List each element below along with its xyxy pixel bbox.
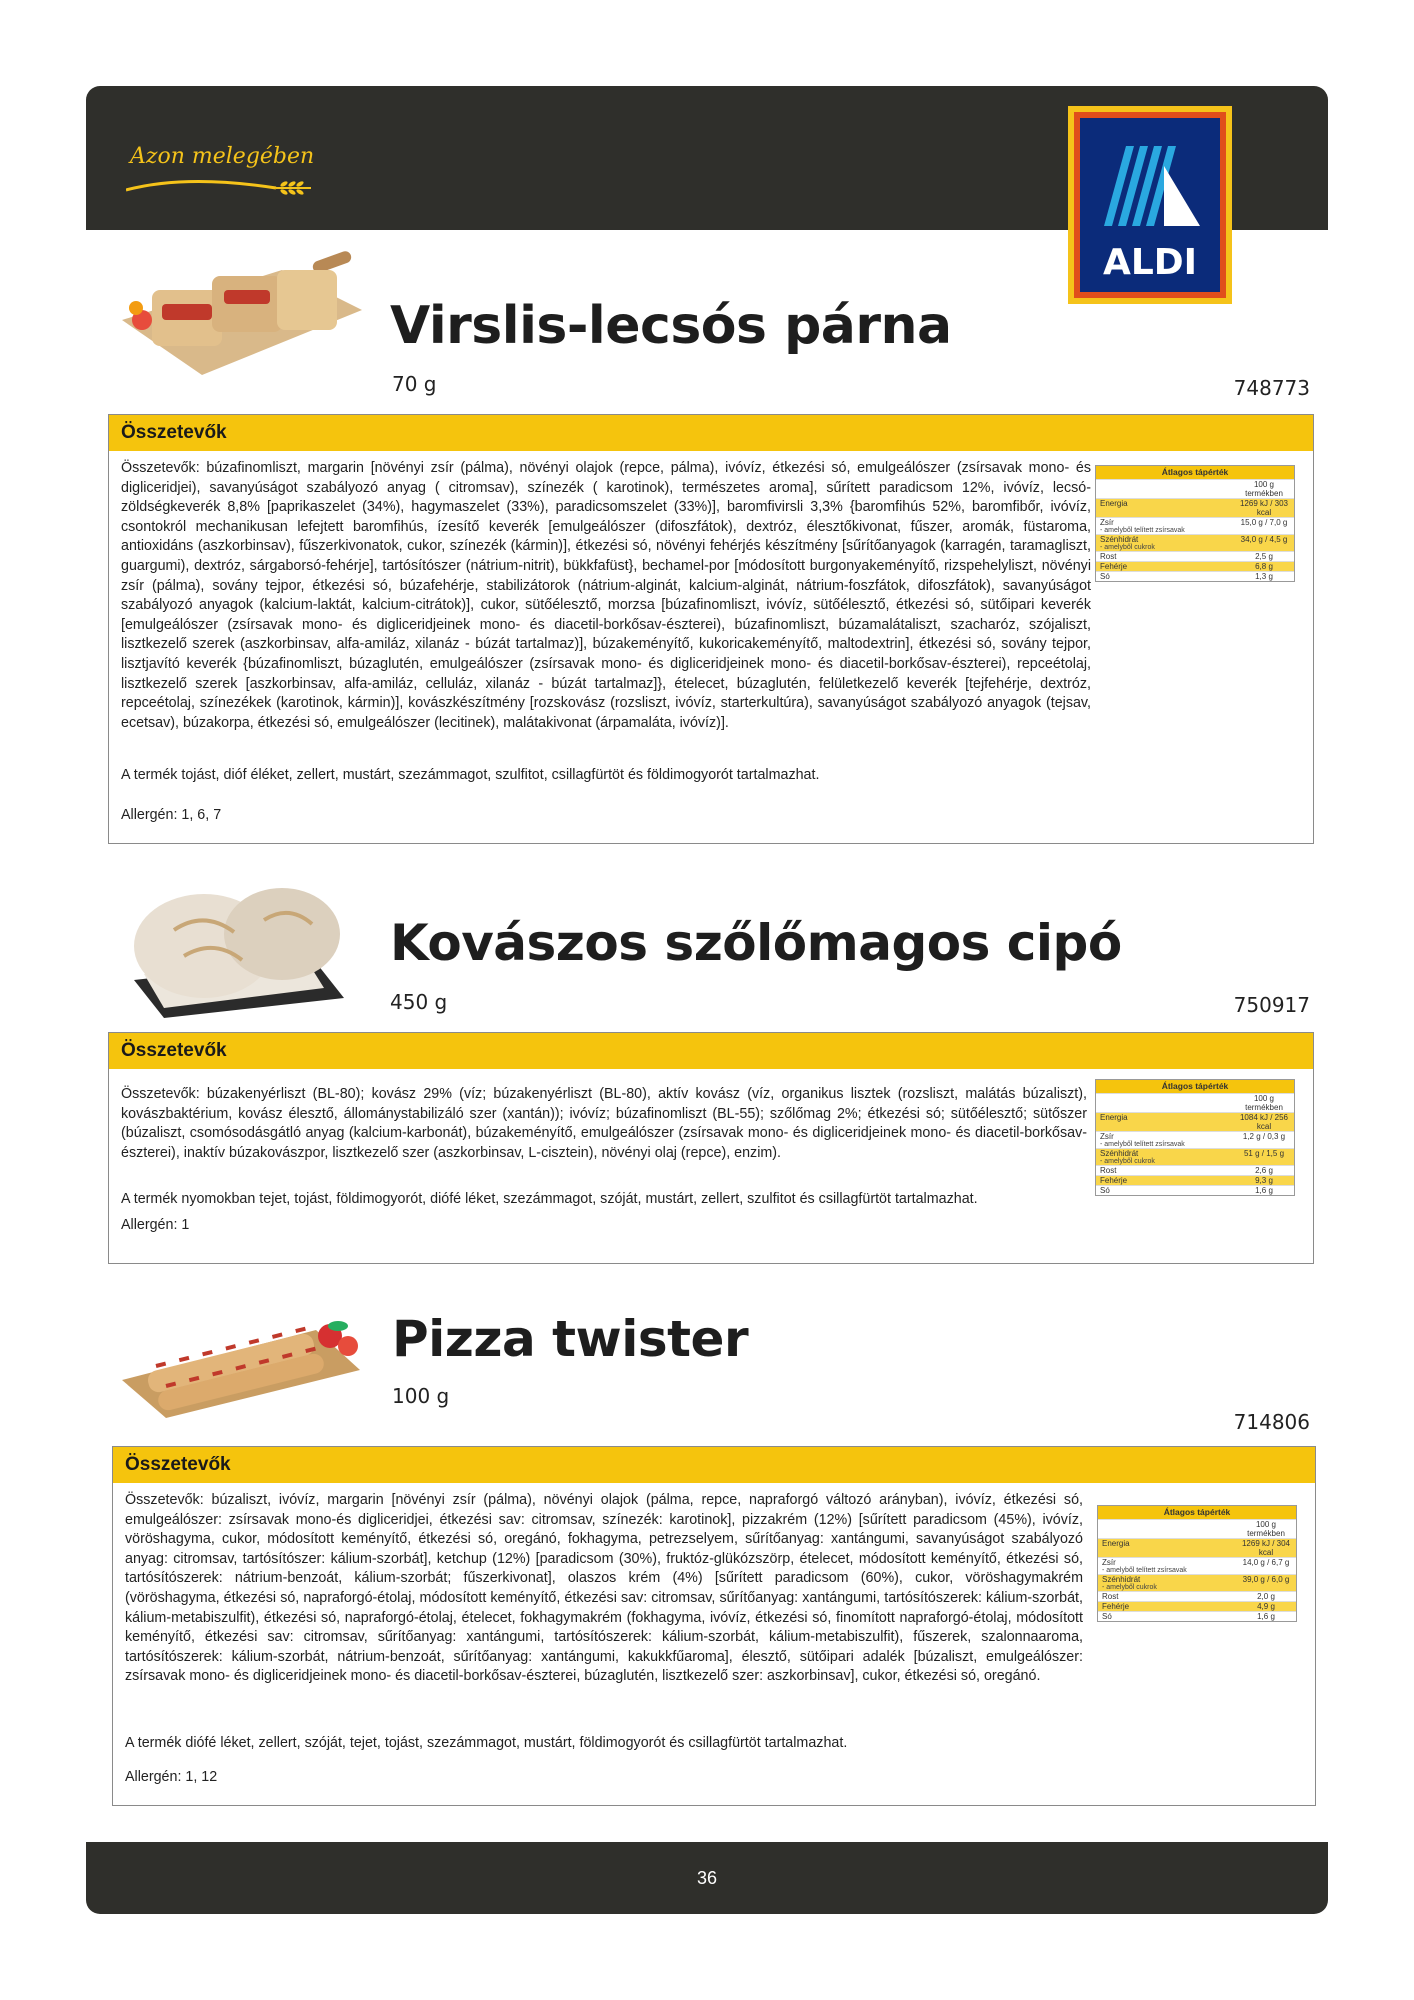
ingredients-box <box>108 1032 1314 1264</box>
nutrition-title: Átlagos tápérték <box>1096 1080 1294 1093</box>
allergen-text: Allergén: 1 <box>121 1217 190 1233</box>
ingredients-heading: Összetevők <box>113 1447 1315 1483</box>
ingredients-text: Összetevők: búzafinomliszt, margarin [növényi zsír (pálma), növényi olajok (repce, pálma), ivóvíz, étkezési só, emulgeálószer (zsírsavak mono- és digliceridjei), savanyúságot szabályozó anyag ( citromsav), színezék ( karotinok), természetes aroma], sűrített paradicsom 12%, ivóvíz, lecsó-zöldségkeverék 8,8% [paprikaszelet (34%), hagymaszelet (33%), paradicsomszelet (33%)], baromfivirsli 3,3% {baromfihús 52%, baromfibőr, ivóvíz, csontokról mechanikusan lefejtett baromfihús, ízesítő keverék [emulgeálószer (difoszfátok), dextróz, élesztőkivonat, fűszer, aromák, füstaroma, antioxidáns (aszkorbinsav), fűszerkivonatok, cukor, színezék (kármin)], étkezési só, növényi fehérjés készítmény [sűrítőanyagok (karragén, taramagliszt, guargumi), dextróz, sárgaborsó-fehérje], tartósítószer (nátrium-nitrit), bükkfafüst}, bechamel-por [módosított burgonyakeményítő, rizspehelyliszt, növényi zsír (pálma), sovány tejpor, étkezési só, búzafehérje, stabilizátorok (nátrium-alginát, kalcium-alginát, nátrium-foszfátok, difoszfátok), savanyúságot szabályozó anyagok (kalcium-laktát, kalcium-citrátok)], cukor, sütőélesztő, morzsa [búzafinomliszt, ivóvíz, sütőélesztő, étkezési só, sütőipari keverék [emulgeálószer (zsírsavak mono- és digliceridjeinek mono- és diacetil-borkősav-észterei), búzafinomliszt, búzamalátaliszt, szacharóz, szójaliszt, lisztkezelő szerek (aszkorbinsav, alfa-amiláz, xilanáz - búzát tartalmaz)], búzakeményítő, kukoricakeményítő, maltodextrin], étkezési só, sovány tejpor, lisztjavító keverék {búzafinomliszt, búzaglutén, emulgeálószer (zsírsavak mono- és digliceridjeinek mono- és diacetil-borkősav-észterei), repceétolaj, lisztkezelő szerek [aszkorbinsav, alfa-amiláz, celluláz, xilanáz - búzát tartalmaz]}, ételecet, búzaglutén, felületkezelő keverék [tejfehérje, dextróz, repceétolaj, színezékek (karotinok, kármin)], kovászkészítmény [rozskovász (rozsliszt, ivóvíz, starterkultúra), savanyúságot szabályozó anyagok (tejsav, ecetsav), búzakorpa, étkezési só, emulgeálószer (lecitinek), malátakivonat (árpamaláta, ivóvíz)]. <box>121 460 1091 731</box>
product-weight: 100 g <box>392 1384 450 1408</box>
ingredients-heading: Összetevők <box>109 415 1313 451</box>
ingredients-box <box>112 1446 1316 1806</box>
ingredients-heading: Összetevők <box>109 1033 1313 1069</box>
may-contain-text: A termék nyomokban tejet, tojást, földimogyorót, diófé léket, szezámmagot, szóját, mustárt, zellert, szulfitot és csillagfürtöt tartalmazhat. <box>121 1191 978 1207</box>
nutrition-per: 100 g termékben <box>1098 1519 1296 1538</box>
nutrition-table <box>1095 465 1295 582</box>
may-contain-text: A termék tojást, dióf éléket, zellert, mustárt, szezámmagot, szulfitot, csillagfürtöt és földimogyorót tartalmazhat. <box>121 767 820 783</box>
nutrition-row: Fehérje 4,9 g <box>1098 1601 1296 1611</box>
page-number: 36 <box>696 1868 718 1888</box>
nutrition-title: Átlagos tápérték <box>1096 466 1294 479</box>
nutrition-row: Energia 1269 kJ / 303 kcal <box>1096 498 1294 517</box>
wheat-swoosh-icon <box>126 172 316 202</box>
ingredients-box <box>108 414 1314 844</box>
nutrition-table <box>1097 1505 1297 1622</box>
product-title: Kovászos szőlőmagos cipó <box>390 914 1122 972</box>
nutrition-per: 100 g termékben <box>1096 1093 1294 1112</box>
nutrition-row: Zsír - amelyből telített zsírsavak 15,0 g / 7,0 g <box>1096 517 1294 534</box>
product-title: Virslis-lecsós párna <box>390 296 952 356</box>
nutrition-row: Rost 2,6 g <box>1096 1165 1294 1175</box>
nutrition-row: Rost 2,0 g <box>1098 1591 1296 1601</box>
nutrition-row: Energia 1084 kJ / 256 kcal <box>1096 1112 1294 1131</box>
nutrition-row: Fehérje 6,8 g <box>1096 561 1294 571</box>
may-contain-text: A termék diófé léket, zellert, szóját, tejet, tojást, szezámmagot, mustárt, földimogyorót és csillagfürtöt tartalmazhat. <box>125 1735 848 1751</box>
nutrition-per: 100 g termékben <box>1096 479 1294 498</box>
footer-bar <box>86 1842 1328 1914</box>
nutrition-row: Szénhidrát - amelyből cukrok 51 g / 1,5 g <box>1096 1148 1294 1165</box>
nutrition-row: Fehérje 9,3 g <box>1096 1175 1294 1185</box>
ingredients-text: Összetevők: búzaliszt, ivóvíz, margarin [növényi zsír (pálma), növényi olajok (pálma, repce, napraforgó változó arányban), ivóvíz, étkezési só, emulgeálószer: zsírsavak mono-és digliceridjei, étkezési sav: citromsav, színezék: karotinok], pizzakrém (12%) [sűrített paradicsom (45%), ivóvíz, vöröshagyma, cukor, módosított keményítő, étkezési só, oregánó, fokhagyma, petrezselyem, sűrítőanyag: xantángumi, savanyúságot szabályozó anyag: citromsav, tartósítószer: kálium-szorbát], ketchup (12%) [paradicsom (30%), fruktóz-glükózszörp, ételecet, módosított keményítő, étkezési só, tartósítószerek: nátrium-benzoát, kálium-szorbát; fűszerkivonat], olaszos krém (4%) [sűrített paradicsom (60%), cukor, vöröshagymakrém (vöröshagyma, étkezési só, napraforgó-étolaj, módosított keményítő, étkezési sav: citromsav, sűrítőanyag: xantángumi, tartósítószerek: kálium-szorbát, kálium-metabiszulfit), étkezési só, napraforgó-étolaj, ételecet, fokhagymakrém (fokhagyma, ivóvíz, étkezési só, finomított napraforgó-étolaj, módosított keményítő, étkezési sav: citromsav, sűrítőanyag: xantángumi, tartósítószerek: kálium-szorbát, kálium-metabiszulfit), fűszerek, szalonnaaroma, tartósítószerek: kálium-szorbát, nátrium-benzoát, sűrítőanyag: xantángumi, kakukkfűaroma], élesztő, sütőipari adalék [búzaliszt, emulgeálószer: zsírsavak mono- és digliceridjeinek mono- és diacetil-borkősav-észterei, búzaglutén, lisztkezelő szer: aszkorbinsav], cukor, étkezési só, oregánó. <box>125 1492 1083 1685</box>
aldi-logo <box>1068 106 1232 304</box>
nutrition-row: Rost 2,5 g <box>1096 551 1294 561</box>
nutrition-row: Szénhidrát - amelyből cukrok 39,0 g / 6,0 g <box>1098 1574 1296 1591</box>
product-weight: 450 g <box>390 990 448 1014</box>
product-image-pizza-twister <box>116 1300 366 1420</box>
nutrition-row: Energia 1269 kJ / 304 kcal <box>1098 1538 1296 1557</box>
nutrition-row: Zsír - amelyből telített zsírsavak 14,0 g / 6,7 g <box>1098 1557 1296 1574</box>
nutrition-row: Szénhidrát - amelyből cukrok 34,0 g / 4,5 g <box>1096 534 1294 551</box>
allergen-text: Allergén: 1, 12 <box>125 1769 218 1785</box>
product-title: Pizza twister <box>392 1310 749 1368</box>
brand-script: Azon melegében <box>130 144 315 169</box>
nutrition-row: Só 1,6 g <box>1098 1611 1296 1621</box>
nutrition-title: Átlagos tápérték <box>1098 1506 1296 1519</box>
product-code: 750917 <box>1233 993 1310 1017</box>
allergen-text: Allergén: 1, 6, 7 <box>121 807 222 823</box>
nutrition-row: Zsír - amelyből telített zsírsavak 1,2 g / 0,3 g <box>1096 1131 1294 1148</box>
product-code: 714806 <box>1233 1410 1310 1434</box>
nutrition-row: Só 1,3 g <box>1096 571 1294 581</box>
nutrition-table <box>1095 1079 1295 1196</box>
product-image-virslis <box>112 250 372 390</box>
ingredients-text: Összetevők: búzakenyérliszt (BL-80); kovász 29% (víz; búzakenyérliszt (BL-80), aktív kovász (víz, organikus lisztek (rozsliszt, malátás búzaliszt), kovászbaktérium, kovász élesztő, állománystabilizáló szer (xantán)); ivóvíz; búzafinomliszt (BL-55); szőlőmag 2%; étkezési só; sütőélesztő; sütőszer (búzaliszt, csomósodásgátló anyag (kalcium-karbonát), búzakeményítő, emulgeálószer (zsírsavak mono- és digliceridjeinek mono- és diacetil-borkősav-észterei), inaktív búzakovászpor, lisztkezelő szer (aszkorbinsav, L-cisztein), növényi olaj (repce), enzim). <box>121 1086 1087 1161</box>
product-code: 748773 <box>1233 376 1310 400</box>
product-weight: 70 g <box>392 372 437 396</box>
aldi-logo-text: ALDI <box>1102 242 1198 283</box>
nutrition-row: Só 1,6 g <box>1096 1185 1294 1195</box>
product-image-cipo <box>124 870 354 1020</box>
